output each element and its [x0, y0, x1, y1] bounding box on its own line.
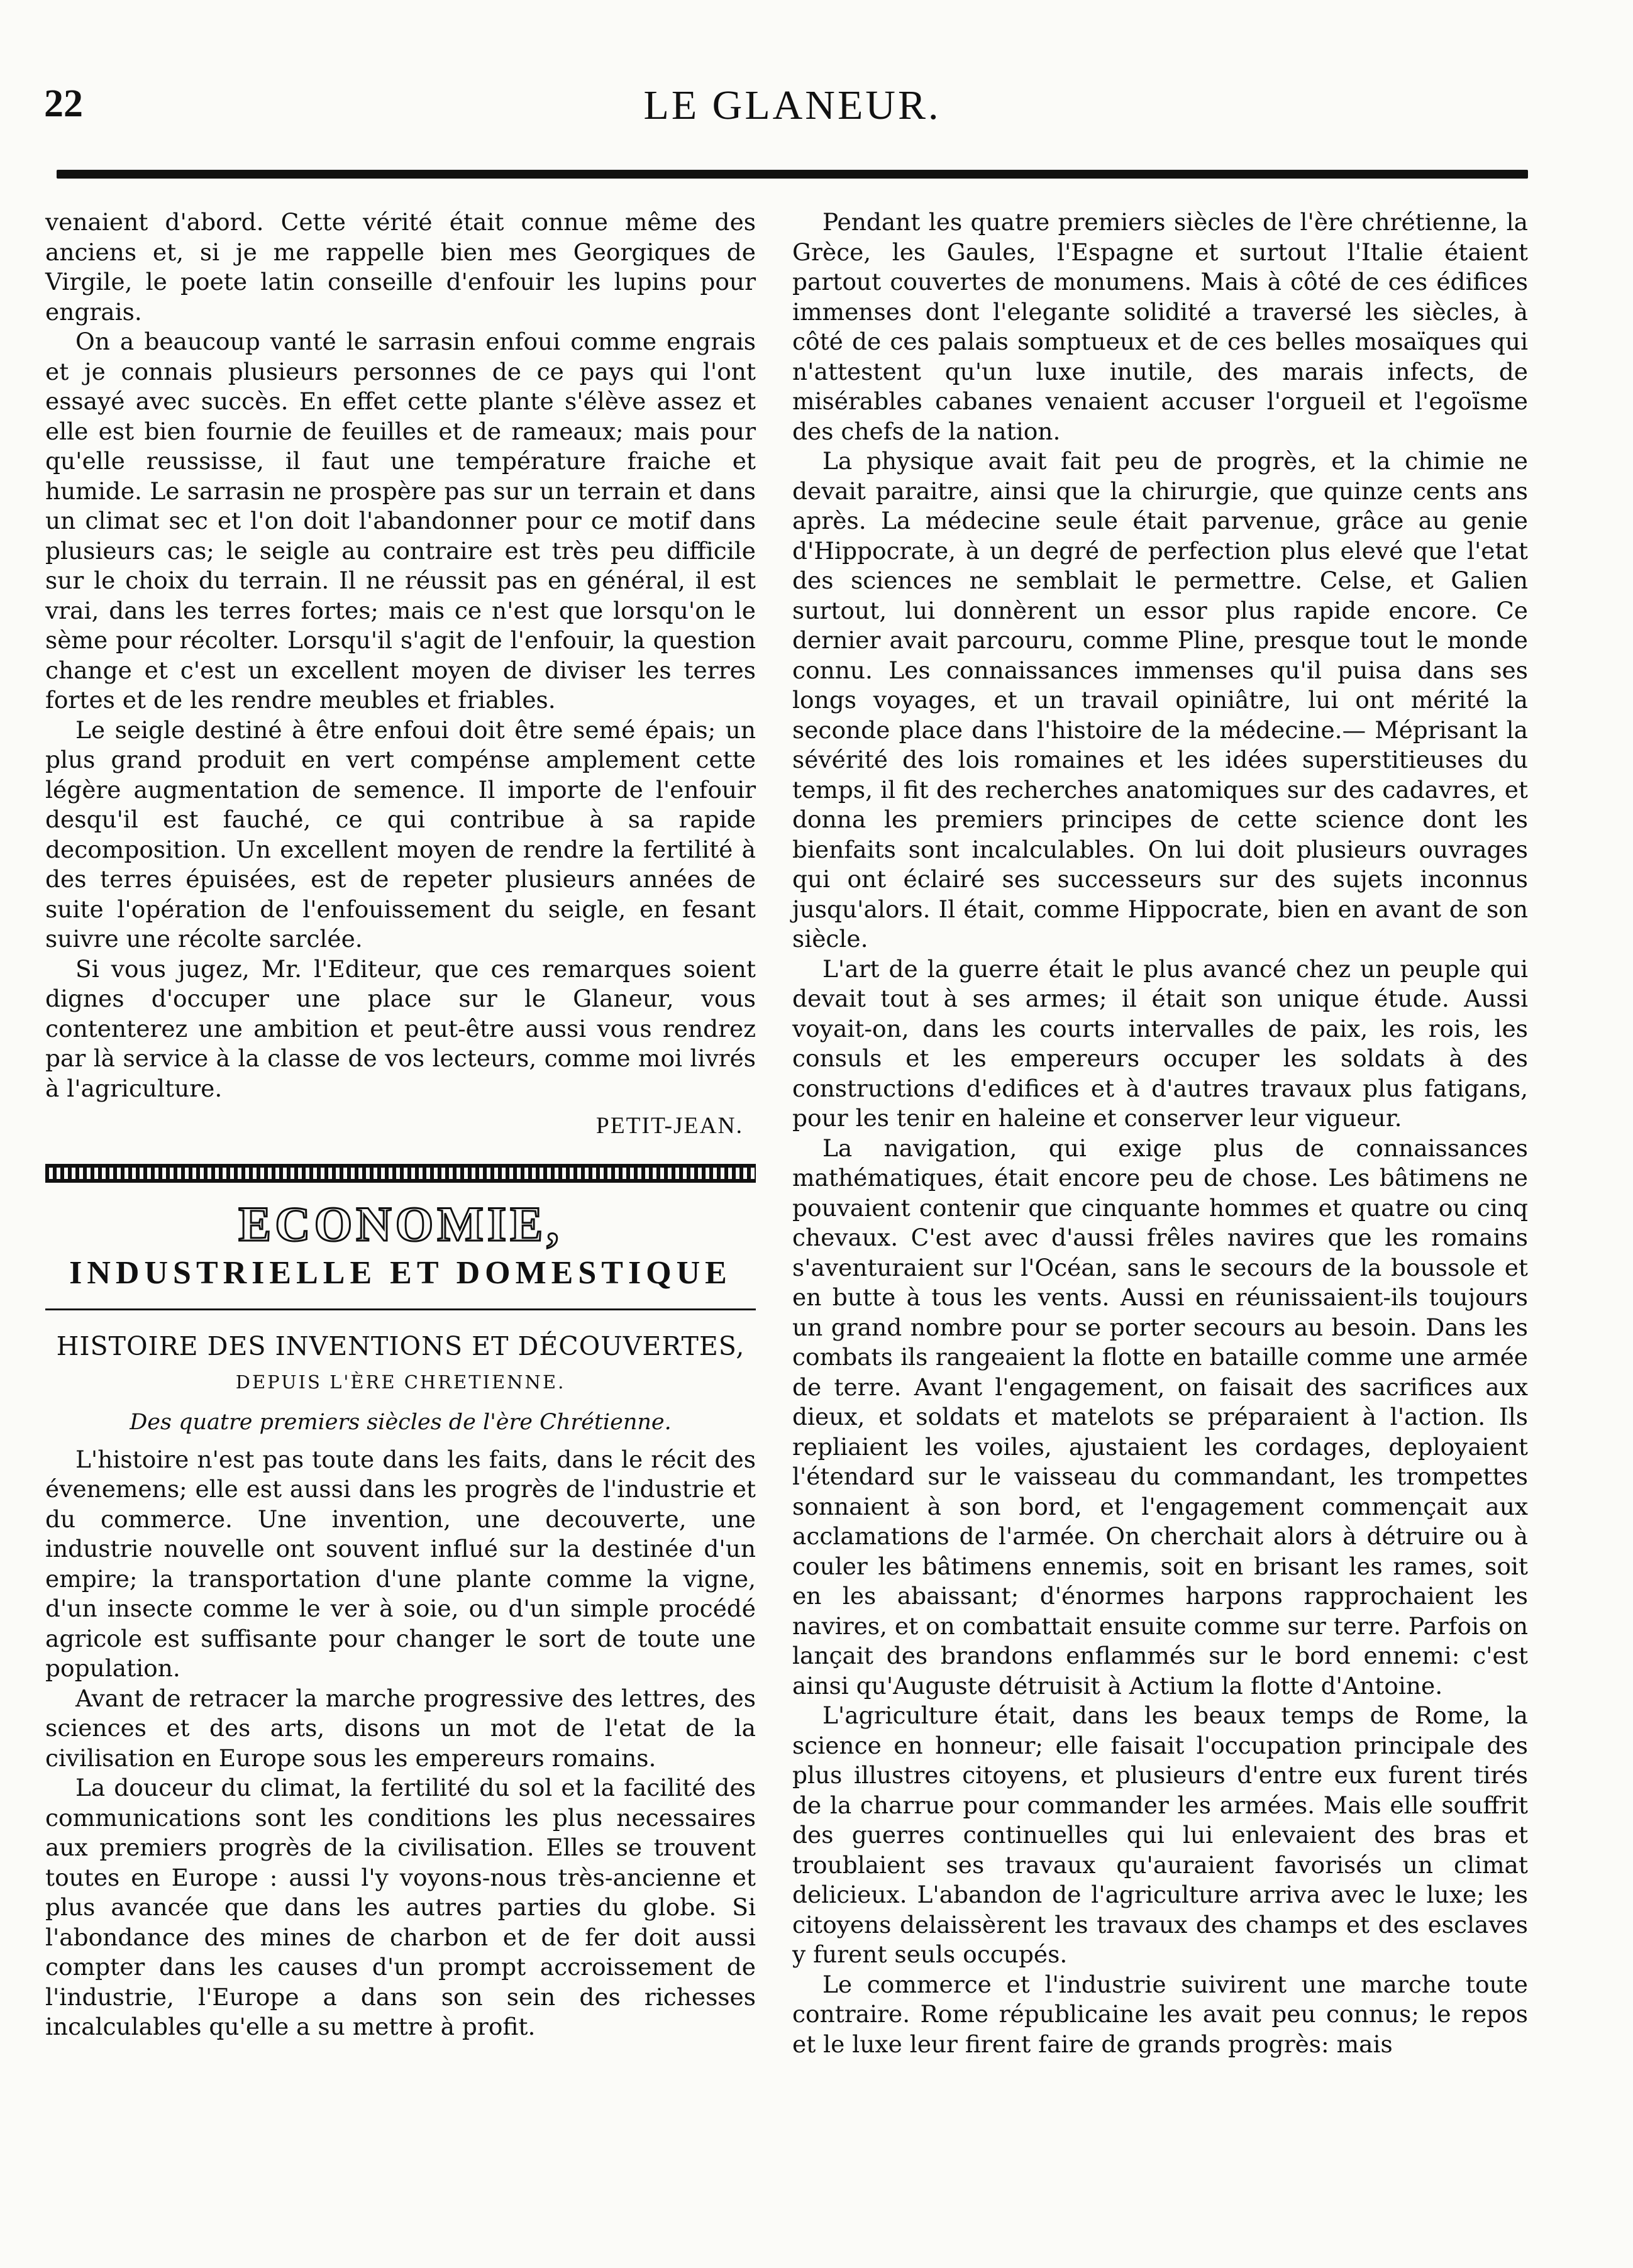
article-subheading: Des quatre premiers siècles de l'ère Chrétienne.: [130, 1409, 672, 1435]
paragraph: On a beaucoup vanté le sarrasin enfoui comme engrais et je connais plusieurs personnes de ce pays qui l'ont essayé avec succès. En effet cette plante s'élève assez et elle est bien fournie de feuilles et de rameaux; mais pour qu'elle reussisse, il faut une température fraiche et humide. Le sarrasin ne prospère pas sur un terrain et dans un climat sec et l'on doit l'abandonner pour ce motif dans plusieurs cas; le seigle au contraire est très peu difficile sur le choix du terrain. Il ne réussit pas en général, il est vrai, dans les terres fortes; mais ce n'est que lorsqu'on le sème pour récolter. Lorsqu'il s'agit de l'enfouir, la question change et c'est un excellent moyen de diviser les terres fortes et de les rendre meubles et friables.: [45, 328, 756, 714]
paragraph: Le commerce et l'industrie suivirent une marche toute contraire. Rome républicaine les avait peu connus; le repos et le luxe leur firent faire de grands progrès: mais: [792, 1970, 1528, 2058]
section-subtitle: INDUSTRIELLE ET DOMESTIQUE: [69, 1254, 732, 1291]
paragraph: L'art de la guerre était le plus avancé chez un peuple qui devait tout à ses armes; il était son unique étude. Aussi voyait-on, dans les courts intervalles de paix, les rois, les consuls et les empereurs occuper les soldats à des constructions d'edifices et à d'autres travaux plus fatigans, pour les tenir en haleine et conserver leur vigueur.: [792, 954, 1528, 1132]
section-title: ECONOMIE,: [238, 1196, 563, 1251]
masthead-title: LE GLANEUR.: [643, 82, 941, 128]
signature: PETIT-JEAN.: [595, 1113, 743, 1139]
paragraph: Le seigle destiné à être enfoui doit être semé épais; un plus grand produit en vert compénse amplement cette légère augmentation de semence. Il importe de l'enfouir desqu'il est fauché, ce qui contribue à sa rapide decomposition. Un excellent moyen de rendre la fertilité à des terres épuisées, est de repeter plusieurs années de suite l'opération de l'enfouissement du seigle, en fesant suivre une récolte sarclée.: [45, 716, 756, 953]
paragraph: Avant de retracer la marche progressive des lettres, des sciences et des arts, disons un mot de l'etat de la civilisation en Europe sous les empereurs romains.: [45, 1684, 756, 1772]
left-column: [45, 207, 756, 2042]
article-subtitle: DEPUIS L'ÈRE CHRETIENNE.: [235, 1371, 566, 1393]
right-column: [792, 207, 1528, 2059]
section-divider: [45, 1164, 756, 1183]
paragraph: La navigation, qui exige plus de connaissances mathématiques, était encore peu de chose. Les bâtimens ne pouvaient contenir que cinquante hommes et quatre ou cinq chevaux. C'est avec d'aussi frêles navires que les romains s'aventuraient sur l'Océan, sans le secours de la boussole et en butte à tous les vents. Aussi en réunissaient-ils toujours un grand nombre pour se porter secours au besoin. Dans les combats ils rangeaient la flotte en bataille comme une armée de terre. Avant l'engagement, on faisait des sacrifices aux dieux, et soldats et matelots se préparaient à l'action. Ils repliaient les voiles, ajustaient les cordages, deployaient l'étendard sur le vaisseau du commandant, les trompettes sonnaient à son bord, et l'engagement commençait aux acclamations de l'armée. On cherchait alors à détruire ou à couler les bâtimens ennemis, soit en brisant les rames, soit en les abaissant; d'énormes harpons rapprochaient les navires, et on combattait ensuite comme sur terre. Parfois on lançait des brandons enflammés sur le bord ennemi: c'est ainsi qu'Auguste détruisit à Actium la flotte d'Antoine.: [792, 1134, 1528, 1700]
header-rule: [57, 170, 1528, 179]
page-number: 22: [44, 82, 83, 125]
section-rule: [45, 1308, 756, 1310]
page-header: [44, 82, 1541, 138]
paragraph: L'histoire n'est pas toute dans les faits, dans le récit des évenemens; elle est aussi dans les progrès de l'industrie et du commerce. Une invention, une decouverte, une industrie nouvelle ont souvent influé sur la destinée d'un empire; la transportation d'une plante comme la vigne, d'un insecte comme le ver à soie, ou d'un simple procédé agricole est suffisante pour changer le sort de toute une population.: [45, 1445, 756, 1682]
paragraph: La douceur du climat, la fertilité du sol et la facilité des communications sont les conditions les plus necessaires aux premiers progrès de la civilisation. Elles se trouvent toutes en Europe : aussi l'y voyons-nous très-ancienne et plus avancée que dans les autres parties du globe. Si l'abondance des mines de charbon et de fer doit aussi compter dans les causes d'un prompt accroissement de l'industrie, l'Europe a dans son sein des richesses incalculables qu'elle a su mettre à profit.: [45, 1774, 756, 2040]
paragraph: L'agriculture était, dans les beaux temps de Rome, la science en honneur; elle faisait l'occupation principale des plus illustres citoyens, et plusieurs d'entre eux furent tirés de la charrue pour commander les armées. Mais elle souffrit des guerres continuelles qui lui enlevaient des bras et troublaient ses travaux qu'auraient favorisés un climat delicieux. L'abandon de l'agriculture arriva avec le luxe; les citoyens delaissèrent les travaux des champs et des esclaves y furent seuls occupés.: [792, 1701, 1528, 1968]
paragraph: Si vous jugez, Mr. l'Editeur, que ces remarques soient dignes d'occuper une place sur le Glaneur, vous contenterez une ambition et peut-être aussi vous rendrez par là service à la classe de vos lecteurs, comme moi livrés à l'agriculture.: [45, 954, 756, 1102]
paragraph: La physique avait fait peu de progrès, et la chimie ne devait paraitre, ainsi que la chirurgie, que quinze cents ans après. La médecine seule était parvenue, grâce au genie d'Hippocrate, à un degré de perfection plus elevé que l'etat des sciences ne semblait le permettre. Celse, et Galien surtout, lui donnèrent un essor plus rapide encore. Ce dernier avait parcouru, comme Pline, presque tout le monde connu. Les connaissances immenses qu'il puisa dans ses longs voyages, et un travail opiniâtre, lui ont mérité la seconde place dans l'histoire de la médecine.— Méprisant la sévérité des lois romaines et les idées superstitieuses du temps, il fit des recherches anatomiques sur des cadavres, et donna les premiers principes de cette science dont les bienfaits sont incalculables. On lui doit plusieurs ouvrages qui ont éclairé ses successeurs sur des sujets inconnus jusqu'alors. Il était, comme Hippocrate, bien en avant de son siècle.: [792, 447, 1528, 953]
article-title: HISTOIRE DES INVENTIONS ET DÉCOUVERTES,: [56, 1330, 745, 1361]
paragraph: Pendant les quatre premiers siècles de l'ère chrétienne, la Grèce, les Gaules, l'Espagne et surtout l'Italie étaient partout couvertes de monumens. Mais à côté de ces édifices immenses dont l'elegante solidité a traversé les siècles, à côté de ces palais somptueux et de ces belles mosaïques qui n'attestent qu'un luxe inutile, des marais infects, de misérables cabanes venaient accuser l'orgueil et l'egoïsme des chefs de la nation.: [792, 208, 1528, 445]
paragraph: venaient d'abord. Cette vérité était connue même des anciens et, si je me rappelle bien mes Georgiques de Virgile, le poete latin conseille d'enfouir les lupins pour engrais.: [45, 208, 756, 326]
